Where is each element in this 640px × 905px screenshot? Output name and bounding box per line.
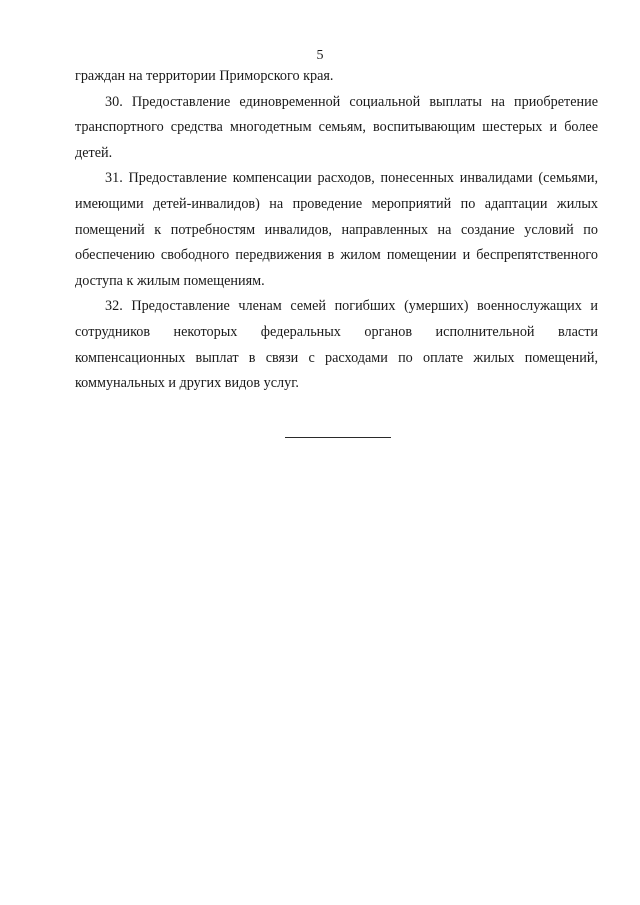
paragraph-item-31: 31. Предоставление компенсации расходов, понесенных инвалидами (семьями, имеющими детей-инвалидов) на проведение мероприятий по адаптации жилых помещений к потребностям инвалидов, направленных на создание условий по обеспечению свободного передвижения в жилом помещении и беспрепятственного доступа к жилым помещениям. (75, 170, 598, 289)
paragraph-continuation: граждан на территории Приморского края. (75, 68, 334, 84)
paragraph-item-30: 30. Предоставление единовременной социальной выплаты на приобретение транспортного средства многодетным семьям, воспитывающим шестерых и более детей. (75, 93, 598, 161)
end-of-document-rule (285, 437, 391, 438)
document-body (75, 64, 598, 397)
page-number: 5 (316, 48, 324, 63)
paragraph-item-32: 32. Предоставление членам семей погибших (умерших) военнослужащих и сотрудников некоторых федеральных органов исполнительной власти компенсационных выплат в связи с расходами по оплате жилых помещений, коммунальных и других видов услуг. (75, 298, 598, 392)
